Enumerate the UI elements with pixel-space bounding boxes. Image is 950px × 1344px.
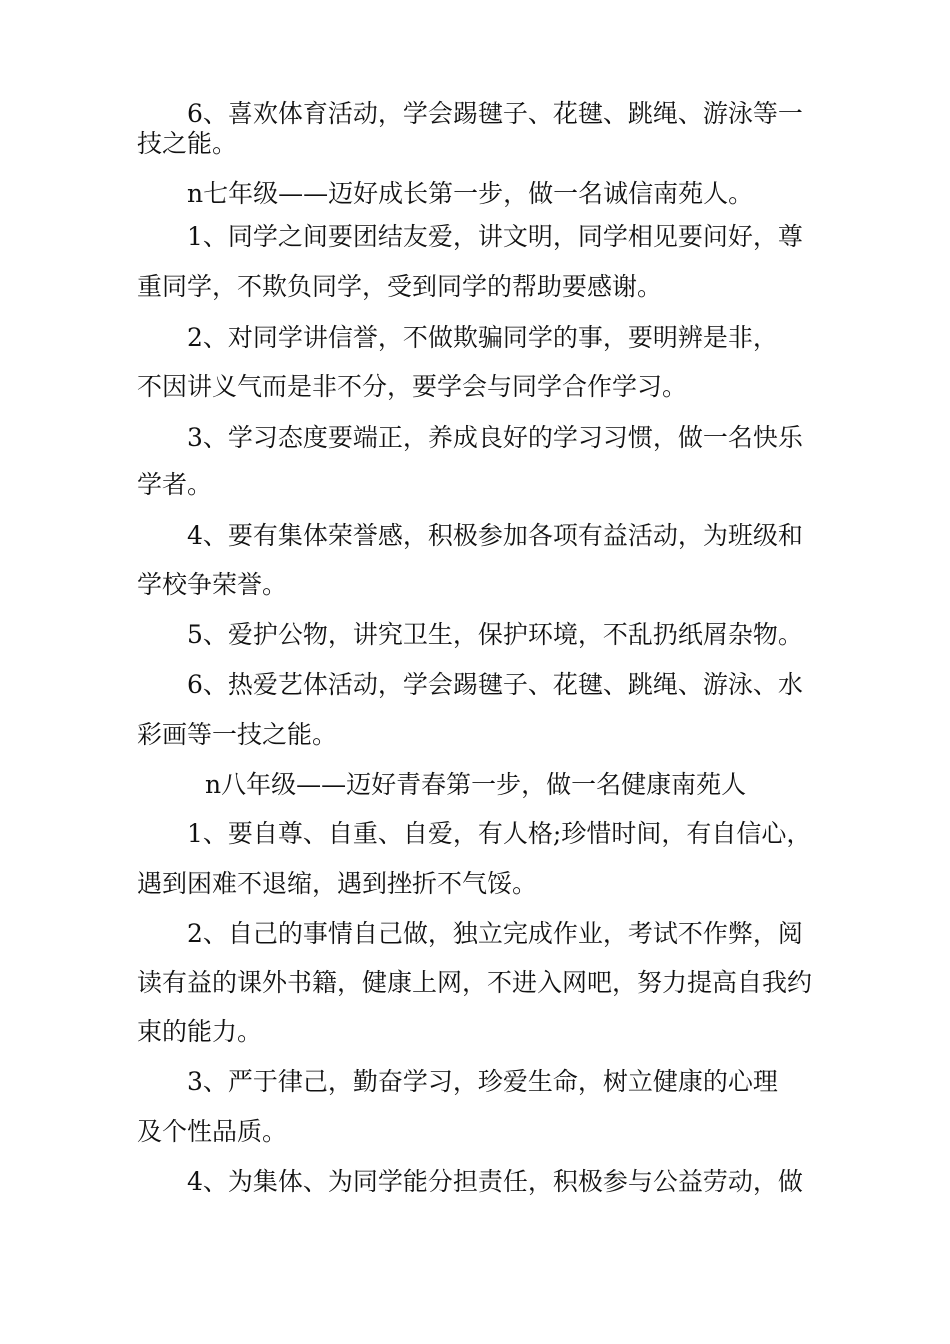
paragraph-line: 6、热爱艺体活动，学会踢毽子、花毽、跳绳、游泳、水 <box>187 670 803 699</box>
paragraph-line: 遇到困难不退缩，遇到挫折不气馁。 <box>137 869 538 898</box>
paragraph-line: 1、同学之间要团结友爱，讲文明，同学相见要问好，尊 <box>187 222 803 251</box>
paragraph-line: 及个性品质。 <box>137 1117 288 1146</box>
paragraph-line: 技之能。 <box>137 129 238 158</box>
paragraph-line: 束的能力。 <box>137 1017 263 1046</box>
paragraph-line: 3、学习态度要端正，养成良好的学习习惯，做一名快乐 <box>187 423 803 452</box>
paragraph-line: 2、自己的事情自己做，独立完成作业，考试不作弊，阅 <box>187 919 803 948</box>
paragraph-line: 重同学，不欺负同学，受到同学的帮助要感谢。 <box>137 272 663 301</box>
paragraph-line: 4、要有集体荣誉感，积极参加各项有益活动，为班级和 <box>187 521 803 550</box>
section-heading: n七年级——迈好成长第一步，做一名诚信南苑人。 <box>187 179 754 208</box>
paragraph-line: 不因讲义气而是非不分，要学会与同学合作学习。 <box>137 372 688 401</box>
paragraph-line: 学校争荣誉。 <box>137 570 288 599</box>
paragraph-line: 4、为集体、为同学能分担责任，积极参与公益劳动，做 <box>187 1167 803 1196</box>
paragraph-line: 1、要自尊、自重、自爱，有人格;珍惜时间，有自信心， <box>187 819 812 848</box>
paragraph-line: 学者。 <box>137 470 213 499</box>
paragraph-line: 5、爱护公物，讲究卫生，保护环境，不乱扔纸屑杂物。 <box>187 620 803 649</box>
paragraph-line: 2、对同学讲信誉，不做欺骗同学的事，要明辨是非， <box>187 323 778 352</box>
paragraph-line: 彩画等一技之能。 <box>137 720 338 749</box>
paragraph-line: 6、喜欢体育活动，学会踢毽子、花毽、跳绳、游泳等一 <box>187 99 803 128</box>
paragraph-line: 3、严于律己，勤奋学习，珍爱生命，树立健康的心理 <box>187 1067 778 1096</box>
section-heading: n八年级——迈好青春第一步，做一名健康南苑人 <box>205 770 747 799</box>
paragraph-line: 读有益的课外书籍，健康上网，不进入网吧，努力提高自我约 <box>137 968 813 997</box>
